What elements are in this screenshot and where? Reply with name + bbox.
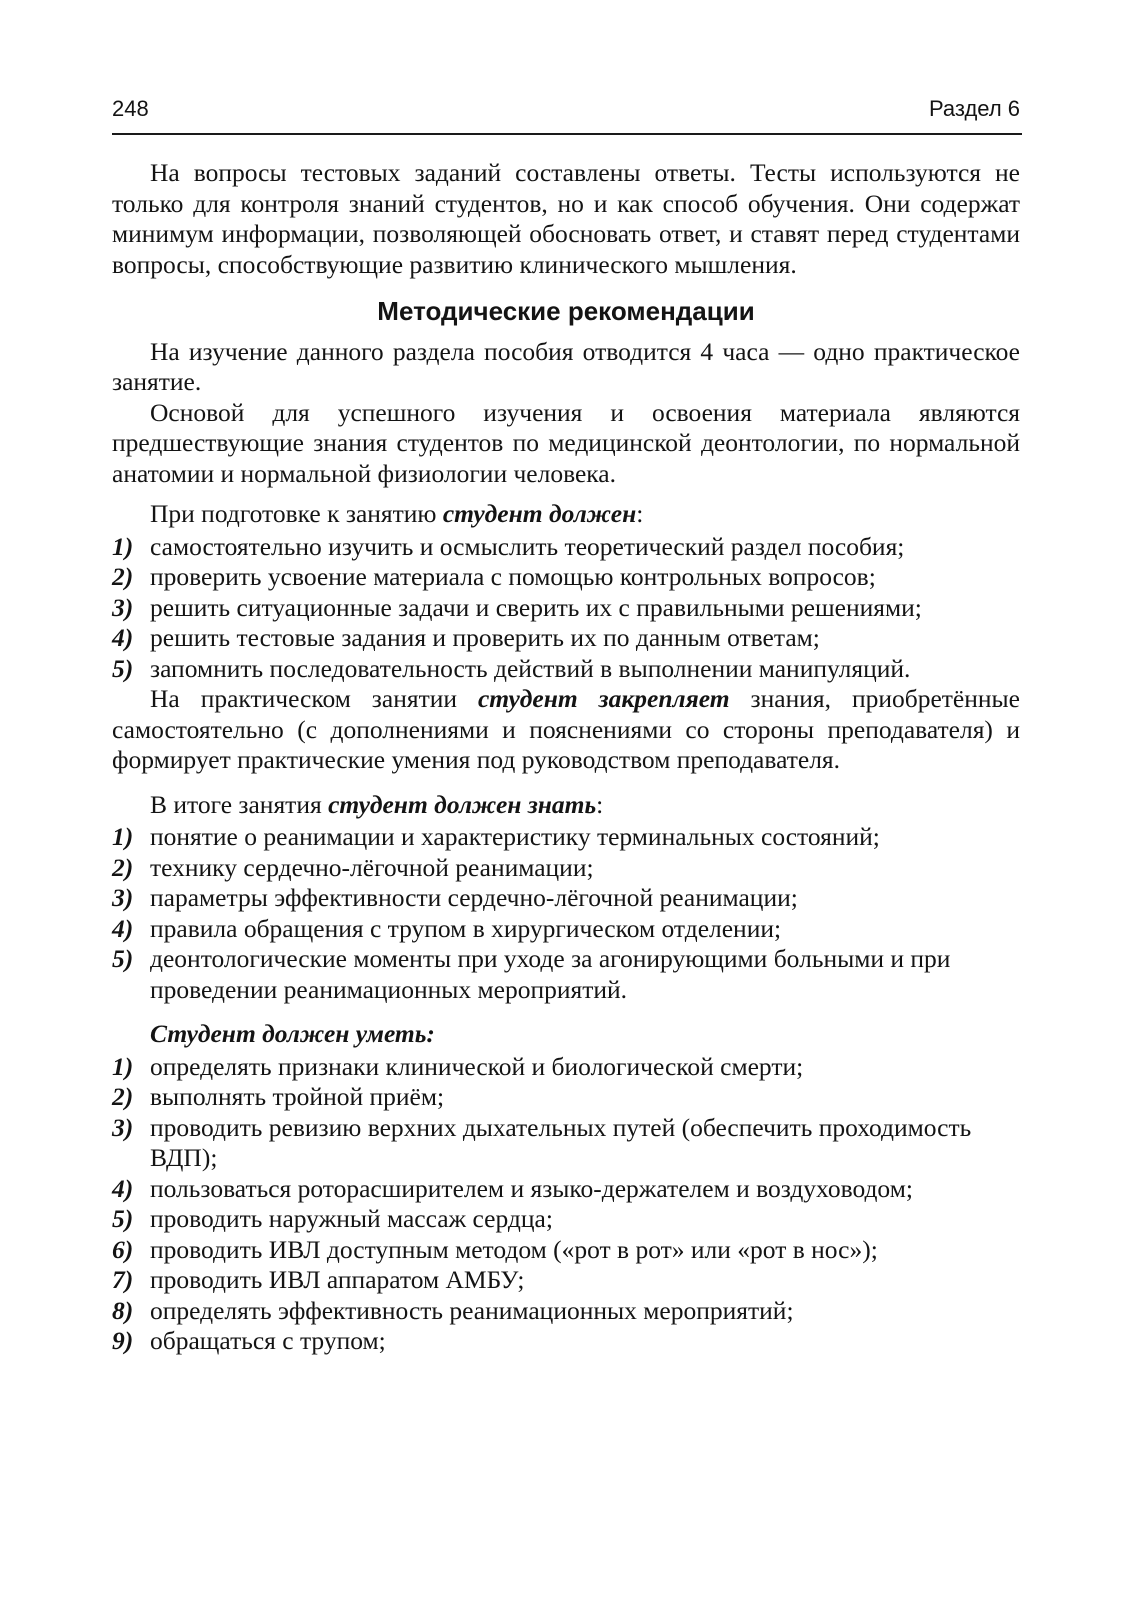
list-number: 1) — [112, 531, 134, 561]
skills-title: Студент должен уметь: — [150, 1019, 435, 1048]
list-item — [112, 1052, 1020, 1083]
list-item — [112, 623, 1020, 654]
skills-list — [112, 1052, 1020, 1357]
list-item-text: определять эффективность реанимационных мероприятий; — [150, 1295, 794, 1325]
list-item — [112, 654, 1020, 685]
practice-lead: На практическом занятии — [150, 684, 478, 713]
list-item-text: проводить наружный массаж сердца; — [150, 1204, 553, 1233]
list-item — [112, 883, 1020, 914]
list-item-text: выполнять тройной приём; — [150, 1082, 445, 1111]
practice-emphasis: студент закрепляет — [477, 684, 730, 713]
list-number: 4) — [112, 623, 134, 652]
list-number: 3) — [112, 1112, 134, 1142]
list-number: 8) — [112, 1295, 134, 1325]
list-item-text: решить ситуационные задачи и сверить их с правильными решениями; — [150, 592, 922, 622]
list-number: 9) — [112, 1326, 134, 1355]
list-number: 4) — [112, 1173, 134, 1203]
list-item-text: обращаться с трупом; — [150, 1326, 386, 1355]
intro-paragraph: На вопросы тестовых заданий составлены ответы. Тесты используются не только для контроля знаний студентов, но и как способ обучения. Они содержат минимум информации, позволяющей обосновать ответ, и ставят перед студентами вопросы, способствующие развитию клинического мышления. — [112, 158, 1020, 279]
list-item-text: пользоваться роторасширителем и языко-держателем и воздуховодом; — [150, 1173, 913, 1203]
list-number: 3) — [112, 592, 134, 622]
know-tail: : — [596, 789, 604, 819]
section-heading: Методические рекомендации — [377, 296, 755, 326]
prep-emphasis: студент должен — [442, 499, 637, 528]
list-item — [112, 593, 1020, 624]
list-item-text: самостоятельно изучить и осмыслить теоретический раздел пособия; — [150, 531, 905, 561]
prep-tail: : — [636, 499, 644, 528]
page-body — [112, 158, 1020, 1357]
list-item — [112, 1265, 1020, 1296]
list-item — [112, 1326, 1020, 1357]
basis-paragraph: Основой для успешного изучения и освоения материала являются предшествующие знания студентов по медицинской деонтологии, по нормальной анатомии и нормальной физиологии человека. — [112, 397, 1020, 488]
practice-paragraph — [112, 684, 1020, 776]
list-number: 3) — [112, 883, 134, 912]
list-item — [112, 914, 1020, 945]
list-item — [112, 1296, 1020, 1327]
section-label: Раздел 6 — [928, 96, 1020, 121]
list-item-text: деонтологические моменты при уходе за агонирующими больными и при проведении реанимационных мероприятий. — [150, 944, 951, 1004]
list-number: 5) — [112, 1204, 134, 1233]
list-number: 6) — [112, 1234, 134, 1264]
list-item — [112, 562, 1020, 593]
list-item-text: правила обращения с трупом в хирургическом отделении; — [150, 913, 782, 943]
practice-tail: знания, приобретённые самостоятельно (с дополнениями и пояснениями со стороны преподавателя) и формирует практические умения под руководством преподавателя. — [112, 684, 1020, 774]
list-number: 2) — [112, 562, 134, 591]
list-item-text: технику сердечно-лёгочной реанимации; — [150, 852, 594, 882]
list-number: 5) — [112, 653, 134, 683]
list-item-text: понятие о реанимации и характеристику терминальных состояний; — [150, 822, 880, 851]
list-item — [112, 822, 1020, 853]
list-number: 7) — [112, 1265, 134, 1294]
list-item-text: проводить ИВЛ аппаратом АМБУ; — [150, 1265, 525, 1294]
time-paragraph: На изучение данного раздела пособия отводится 4 часа — одно практическое занятие. — [112, 336, 1020, 396]
know-lead-paragraph — [112, 790, 1020, 821]
know-list — [112, 822, 1020, 1005]
list-number: 2) — [112, 1082, 134, 1111]
list-number: 2) — [112, 852, 134, 882]
header-rule — [112, 133, 1022, 135]
list-item — [112, 1174, 1020, 1205]
list-item-text: проверить усвоение материала с помощью контрольных вопросов; — [150, 562, 876, 591]
list-item-text: запомнить последовательность действий в выполнении манипуляций. — [150, 653, 911, 683]
running-header — [112, 96, 1020, 136]
list-item — [112, 532, 1020, 563]
page-number: 248 — [112, 96, 149, 121]
prep-lead-text: При подготовке к занятию — [150, 499, 443, 528]
list-item-text: решить тестовые задания и проверить их по данным ответам; — [150, 623, 820, 652]
list-number: 4) — [112, 913, 134, 943]
list-number: 1) — [112, 822, 134, 851]
list-item-text: проводить ИВЛ доступным методом («рот в рот» или «рот в нос»); — [150, 1234, 878, 1264]
list-item-text: определять признаки клинической и биологической смерти; — [150, 1051, 804, 1081]
list-item — [112, 1082, 1020, 1113]
list-item-text: параметры эффективности сердечно-лёгочной реанимации; — [150, 883, 798, 912]
list-item — [112, 1235, 1020, 1266]
list-number: 5) — [112, 944, 134, 973]
prep-lead-paragraph — [112, 499, 1020, 530]
know-lead-text: В итоге занятия — [150, 789, 329, 819]
list-item-text: проводить ревизию верхних дыхательных путей (обеспечить проходимость ВДП); — [150, 1112, 972, 1172]
list-item — [112, 944, 1020, 1005]
list-item — [112, 853, 1020, 884]
list-item — [112, 1204, 1020, 1235]
list-number: 1) — [112, 1051, 134, 1081]
know-emphasis: студент должен знать — [328, 789, 597, 819]
list-item — [112, 1113, 1020, 1174]
prep-list — [112, 532, 1020, 685]
